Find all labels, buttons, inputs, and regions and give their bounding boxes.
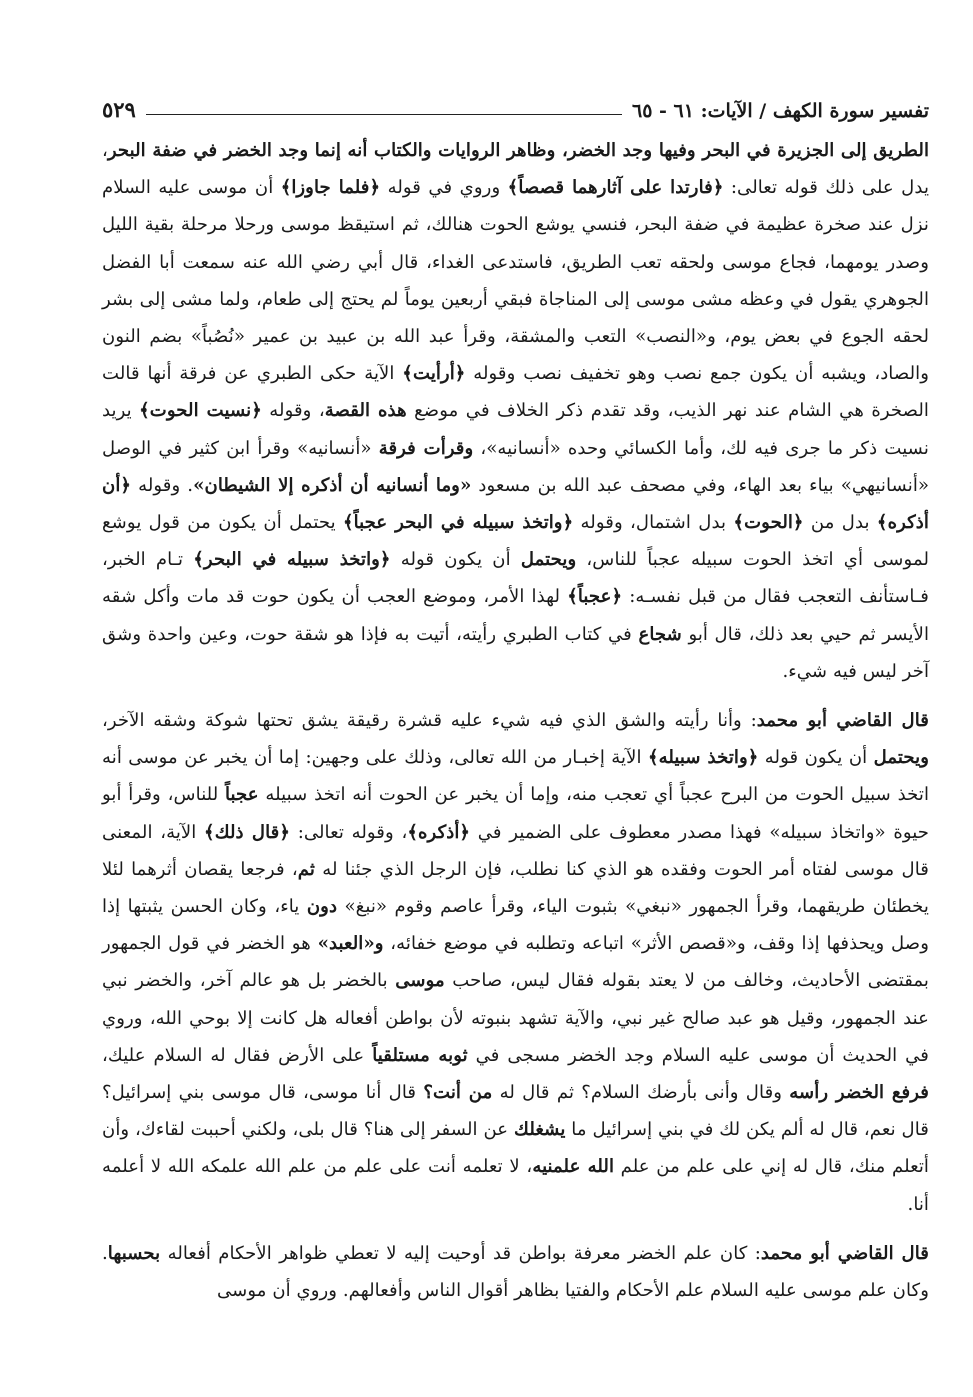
bold-text-segment: ﴿الحوت﴾: [733, 512, 804, 534]
bold-text-segment: هذه القصة: [324, 400, 407, 422]
text-segment: أن يكون قوله: [758, 747, 874, 769]
text-segment: ، لا تعلمه أنت على علم من علم الله علمكه الله لا أعلمه أنا.: [102, 1156, 929, 1215]
text-segment: يحتمل أن يكون من قول يوشع لموسى أي اتخذ الحوت سبيله عجباً للناس،: [102, 512, 930, 571]
bold-text-segment: ﴿أرأيت﴾: [402, 363, 466, 385]
bold-text-segment: ﴿عجباً﴾: [567, 586, 623, 608]
text-segment: عن السفر إلى هنا؟ قال بلى، ولكني أحببت لقاءك، وأن أتعلم منك، قال له إني على علم من علم: [102, 1119, 929, 1178]
text-segment: «أنسانيه» وقرأ ابن كثير في الوصل «أنسانيهي» بياء بعد الهاء، وفي مصحف عبد الله بن مسعود: [102, 437, 929, 496]
text-segment: يريد نسيت ذكر ما جرى فيه لك، وأما الكسائي وحده «أنسانيه»،: [102, 400, 929, 459]
bold-text-segment: عجباً: [225, 784, 259, 806]
bold-text-segment: الله علمنيه: [532, 1156, 615, 1178]
paragraph-1: [102, 132, 929, 690]
bold-text-segment: ﴿فارتدا على آثارهما قصصاً﴾: [507, 177, 724, 199]
text-segment: ، فرجعا يقصان أثرهما لئلا يخطئان طريقهما، وقرأ الجمهور «نبغي» بثبوت الياء، وقرأ عاصم وقوم «نبغ»: [102, 858, 929, 918]
bold-text-segment: وقرأت فرقة: [378, 437, 474, 459]
text-segment: بالخضر بل هو عالم آخر، والخضر نبي عند الجمهور، وقيل هو عبد صالح غير نبي، والآية تشهد بنبوته لأن بواطن أفعاله هل كانت إلا بوحي الله، وروي في الحديث أن موسى عليه السلام وجد الخضر مسجى في: [102, 970, 929, 1066]
bold-text-segment: ﴿واتخذ سبيله في البحر﴾: [193, 549, 391, 571]
paragraph-2: [102, 702, 929, 1223]
bold-text-segment: موسى: [395, 970, 445, 992]
text-segment: لهذا الأمر، وموضع العجب أن يكون حوت قد مات وأكل شقه الأيسر ثم حيي بعد ذلك، قال أبو: [102, 586, 929, 645]
text-segment: وقال وأنى بأرضك السلام؟ ثم قال له: [492, 1082, 790, 1104]
bold-text-segment: ﴿قال ذلك﴾: [204, 821, 291, 843]
bold-text-segment: ﴿أذكره﴾: [407, 821, 471, 843]
header-rule: [146, 114, 622, 115]
text-segment: . وقوله: [131, 474, 194, 496]
text-segment: على الأرض فقال له السلام عليك،: [102, 1044, 373, 1066]
text-segment: . وكان علم موسى عليه السلام علم الأحكام والفتيا بظاهر أقوال الناس وأفعالهم. وروي أن موسى: [102, 1242, 929, 1302]
bold-text-segment: ثم: [297, 858, 315, 880]
text-segment: الآية، المعنى قال موسى لفتاه أمر الحوت وفقده هو الذي كنا نطلب، فإن الرجل الذي جئنا له: [102, 821, 929, 880]
paragraph-3: [102, 1235, 929, 1309]
text-body: [102, 132, 929, 1309]
bold-text-segment: بحسبها: [107, 1242, 161, 1264]
running-title: تفسير سورة الكهف / الآيات: ٦١ - ٦٥: [632, 100, 929, 122]
page-number: ٥٢٩: [102, 97, 136, 122]
text-segment: قال أنا موسى، قال موسى بني إسرائيل؟ قال نعم، قال له ألم يكن لك في بني إسرائيل ما: [102, 1082, 929, 1141]
text-segment: : وأنا رأيته والشق الذي فيه شيء عليه قشرة رقيقة يشق تحتها شوكة وشقه الآخر،: [102, 710, 757, 732]
text-segment: وروي في قوله: [380, 177, 508, 199]
text-segment: تـام الخبر، فـاستأنف التعجب فقال من قبل نفسـه:: [102, 549, 929, 608]
bold-text-segment: ﴿فلما جاوزا﴾: [280, 177, 381, 199]
bold-text-segment: ﴿نسيت الحوت﴾: [139, 400, 262, 422]
bold-text-segment: البحر: [107, 140, 146, 161]
text-segment: في كتاب الطبري رأيته، أتيت به فإذا هو شقة حوت، وعين واحدة وشق آخر ليس فيه شيء.: [102, 623, 929, 682]
bold-text-segment: قال القاضي أبو محمد: [760, 1242, 929, 1264]
bold-text-segment: الطريق إلى الجزيرة في البحر وفيها وجد الخضر، وظاهر الروايات والكتاب أنه إنما وجد الخضر في ضفة: [145, 140, 929, 161]
bold-text-segment: قال القاضي أبو محمد: [756, 710, 929, 732]
text-segment: ، يدل على ذلك قوله تعالى:: [102, 140, 930, 199]
text-segment: بدل اشتمال، وقوله: [573, 512, 734, 534]
bold-text-segment: ويحتمل: [873, 747, 929, 769]
text-segment: ياء، وكان الحسن يثبتها إذا وصل ويحذفها إذا وقف، و«قصص الأثر» اتباعه وتطلبه في موضع خفائه،: [102, 896, 930, 955]
bold-text-segment: يشغلك: [514, 1119, 566, 1141]
text-segment: ، وقوله تعالى:: [290, 821, 408, 843]
text-segment: هو الخضر في قول الجمهور بمقتضى الأحاديث، وخالف من لا يعتد بقوله فقال ليس، صاحب: [102, 933, 929, 992]
text-segment: بدل من: [803, 512, 877, 534]
bold-text-segment: من أنت؟: [423, 1082, 493, 1104]
bold-text-segment: فرفع الخضر رأسه: [789, 1082, 929, 1104]
bold-text-segment: ﴿واتخذ سبيله في البحر عجباً﴾: [342, 512, 574, 534]
text-segment: الآية إخبـار من الله تعالى، وذلك على وجهين: إما أن يخبر عن موسى أنه اتخذ سبيل الحوت من البرح عجباً أي تعجب منه، وإما أن يخبر عن الحوت أنه اتخذ سبيله: [102, 747, 930, 806]
text-segment: للناس، وقرأ أبو حيوة «واتخاذ سبيله» فهذا مصدر معطوف على الضمير في: [102, 784, 929, 843]
text-segment: أن يكون قوله: [390, 549, 521, 571]
text-segment: ، وقوله: [261, 400, 325, 422]
bold-text-segment: ﴿واتخذ سبيله﴾: [647, 747, 759, 769]
bold-text-segment: ويحتمل: [520, 549, 577, 571]
bold-text-segment: ثوبه مستلقياً: [372, 1044, 468, 1066]
text-segment: عليه السلام نزل عند صخرة عظيمة في ضفة البحر، فنسي يوشع الحوت هنالك، ثم استيقظ موسى ورحلا مرحلة بقية الليل وصدر يومهما، فجاع موسى ولحقه تعب الطريق، فاستدعى الغداء، قال أبي رضي الله عنه سمعت أبا الفضل الجوهري يقول في وعظه مشى موسى إلى المناجاة فبقي أربعين يوماً لم يحتج إلى طعام، ولما مشى إلى بشر لحقه الجوع في بعض يوم، و«النصب» التعب والمشقة، وقرأ عبد الله بن عبيد بن عمير «نُصُباً» بضم النون والصاد، ويشبه أن يكون جمع نصب وهو تخفيف نصب وقوله: [102, 177, 929, 385]
bold-text-segment: و«العبد»: [317, 933, 384, 955]
running-header: [102, 88, 929, 122]
text-segment: الآية حكى الطبري عن فرقة أنها قالت الصخرة هي الشام عند نهر الذيب، وقد تقدم ذكر الخلاف في موضع: [102, 363, 929, 422]
text-segment: أن موسى: [190, 177, 281, 199]
bold-text-segment: «وما أنسانيه أن أذكره إلا الشيطان»: [193, 474, 472, 496]
bold-text-segment: شجاع: [638, 623, 682, 645]
text-segment: : كان علم الخضر معرفة بواطن قد أوحيت إليه لا تعطي ظواهر الأحكام أفعاله: [160, 1242, 761, 1264]
bold-text-segment: دون: [306, 896, 338, 918]
bold-text-segment: ﴿أن أذكره﴾: [102, 474, 929, 534]
